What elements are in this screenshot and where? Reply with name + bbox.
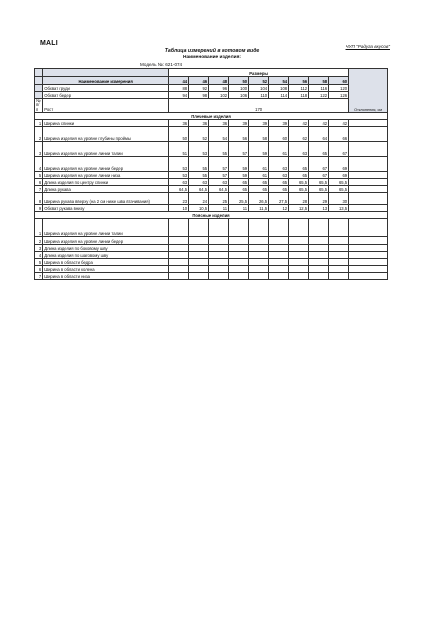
measure-value: 69 xyxy=(329,172,349,179)
measure-value: 11,5 xyxy=(249,205,269,212)
empty-value-cell xyxy=(229,219,249,237)
section-title-shoulder: Плечевые изделия xyxy=(35,113,388,120)
measure-value: 65,5 xyxy=(289,186,309,193)
shoulder-row xyxy=(35,179,388,186)
measure-value: 39 xyxy=(249,120,269,127)
measure-value: 102 xyxy=(209,92,229,99)
measure-value: 55 xyxy=(209,142,229,157)
measure-value: 25 xyxy=(209,193,229,205)
measure-value: 42 xyxy=(309,120,329,127)
row-number: 6 xyxy=(35,266,43,273)
np-label: № п/п xyxy=(35,99,43,113)
row-number: 2 xyxy=(35,237,43,245)
size-header-cell: 54 xyxy=(269,77,289,85)
row-number: 4 xyxy=(35,157,43,172)
header-blank xyxy=(43,69,169,77)
empty-value-cell xyxy=(249,237,269,245)
measure-label: Ширина спинки xyxy=(43,120,169,127)
measure-value: 29 xyxy=(309,193,329,205)
deviation-cell xyxy=(349,259,388,266)
measure-value: 94 xyxy=(169,92,189,99)
height-row xyxy=(35,99,388,113)
empty-value-cell xyxy=(309,266,329,273)
measure-label: Ширина изделия на уровне линии бедер xyxy=(43,237,169,245)
empty-value-cell xyxy=(269,252,289,259)
measure-value: 65,5 xyxy=(329,186,349,193)
empty-value-cell xyxy=(169,245,189,252)
measure-value: 59 xyxy=(229,157,249,172)
deviation-cell xyxy=(349,205,388,212)
measure-value: 65 xyxy=(269,186,289,193)
measure-value: 11 xyxy=(209,205,229,212)
measure-value: 39 xyxy=(229,120,249,127)
measure-label: Обхват бедер xyxy=(43,92,169,99)
deviation-cell xyxy=(349,179,388,186)
body-measure-row xyxy=(35,85,388,92)
document-title: Таблица измерений в готовом виде xyxy=(164,48,260,54)
sizes-header-row xyxy=(35,69,388,77)
measure-value: 65 xyxy=(249,186,269,193)
measure-value: 50 xyxy=(169,127,189,142)
measure-value: 122 xyxy=(309,92,329,99)
empty-value-cell xyxy=(249,219,269,237)
measure-value: 65,5 xyxy=(289,179,309,186)
measure-value: 63 xyxy=(169,179,189,186)
measure-value: 110 xyxy=(249,92,269,99)
empty-value-cell xyxy=(329,219,349,237)
measure-value: 65,5 xyxy=(309,179,329,186)
empty-value-cell xyxy=(169,237,189,245)
empty-value-cell xyxy=(269,237,289,245)
measure-label: Обхват рукава внизу xyxy=(43,205,169,212)
deviation-cell xyxy=(349,142,388,157)
measure-value: 100 xyxy=(229,85,249,92)
size-numbers-row xyxy=(35,77,388,85)
section-title-waist: Поясные изделия xyxy=(35,212,388,219)
empty-value-cell xyxy=(329,259,349,266)
empty-value-cell xyxy=(269,259,289,266)
measure-value: 51 xyxy=(169,142,189,157)
empty-cell xyxy=(35,92,43,99)
measure-value: 13,5 xyxy=(329,205,349,212)
empty-value-cell xyxy=(269,219,289,237)
measure-value: 66 xyxy=(329,127,349,142)
measure-value: 108 xyxy=(269,85,289,92)
row-number: 5 xyxy=(35,172,43,179)
measure-value: 63 xyxy=(269,157,289,172)
empty-value-cell xyxy=(309,259,329,266)
measurements-table xyxy=(34,68,388,280)
empty-value-cell xyxy=(169,266,189,273)
row-number: 6 xyxy=(35,179,43,186)
measure-value: 64,5 xyxy=(209,186,229,193)
measure-value: 62 xyxy=(289,127,309,142)
measure-value: 98 xyxy=(189,92,209,99)
shoulder-row xyxy=(35,127,388,142)
measure-value: 59 xyxy=(229,172,249,179)
row-number: 3 xyxy=(35,142,43,157)
measure-value: 13 xyxy=(309,205,329,212)
empty-value-cell xyxy=(249,273,269,280)
shoulder-row xyxy=(35,120,388,127)
shoulder-row xyxy=(35,186,388,193)
size-header-cell: 52 xyxy=(249,77,269,85)
empty-value-cell xyxy=(189,259,209,266)
measure-value: 65 xyxy=(229,186,249,193)
deviation-cell xyxy=(349,186,388,193)
deviation-header: Отклонения, см xyxy=(349,69,388,113)
measure-value: 65 xyxy=(249,179,269,186)
measure-value: 61 xyxy=(249,157,269,172)
row-number: 1 xyxy=(35,219,43,237)
empty-value-cell xyxy=(309,245,329,252)
measure-value: 63 xyxy=(289,142,309,157)
empty-value-cell xyxy=(229,245,249,252)
measure-value: 25,5 xyxy=(229,193,249,205)
size-header-cell: 60 xyxy=(329,77,349,85)
empty-value-cell xyxy=(209,259,229,266)
empty-value-cell xyxy=(169,259,189,266)
measure-value: 63 xyxy=(269,172,289,179)
measure-value: 63 xyxy=(209,179,229,186)
company-name: ЧУП "Радуга вкусов" xyxy=(345,44,390,49)
waist-row xyxy=(35,219,388,237)
measure-value: 53 xyxy=(189,142,209,157)
empty-value-cell xyxy=(229,266,249,273)
measure-value: 64,5 xyxy=(189,186,209,193)
measure-value: 65 xyxy=(229,179,249,186)
measure-value: 10,5 xyxy=(189,205,209,212)
measure-value: 65,5 xyxy=(329,179,349,186)
section-row xyxy=(35,212,388,219)
size-header-cell: 56 xyxy=(289,77,309,85)
row-number: 5 xyxy=(35,259,43,266)
empty-value-cell xyxy=(209,245,229,252)
empty-value-cell xyxy=(289,259,309,266)
empty-value-cell xyxy=(289,252,309,259)
measure-value: 65 xyxy=(269,179,289,186)
measure-value: 65 xyxy=(289,172,309,179)
measure-label: Длина рукава xyxy=(43,186,169,193)
measure-value: 116 xyxy=(309,85,329,92)
deviation-cell xyxy=(349,219,388,237)
measure-value: 64 xyxy=(309,127,329,142)
measure-label: Обхват груди xyxy=(43,85,169,92)
measure-value: 55 xyxy=(189,157,209,172)
empty-value-cell xyxy=(329,237,349,245)
empty-value-cell xyxy=(329,273,349,280)
empty-value-cell xyxy=(289,245,309,252)
measure-value: 126 xyxy=(329,92,349,99)
empty-value-cell xyxy=(229,259,249,266)
deviation-cell xyxy=(349,237,388,245)
size-header-cell: 48 xyxy=(209,77,229,85)
deviation-cell xyxy=(349,172,388,179)
empty-value-cell xyxy=(249,259,269,266)
waist-row xyxy=(35,245,388,252)
measure-value: 53 xyxy=(169,157,189,172)
measure-label: Длина изделия по шаговому шву xyxy=(43,252,169,259)
measure-value: 104 xyxy=(249,85,269,92)
size-header-cell: 44 xyxy=(169,77,189,85)
empty-value-cell xyxy=(169,252,189,259)
measure-value: 67 xyxy=(309,172,329,179)
measure-value: 65 xyxy=(289,157,309,172)
empty-value-cell xyxy=(249,245,269,252)
measure-label: Ширина изделия на уровне линии бедер xyxy=(43,157,169,172)
measure-value: 120 xyxy=(329,85,349,92)
measure-value: 12,5 xyxy=(289,205,309,212)
empty-value-cell xyxy=(189,237,209,245)
row-number: 9 xyxy=(35,205,43,212)
empty-value-cell xyxy=(289,266,309,273)
empty-value-cell xyxy=(209,237,229,245)
empty-value-cell xyxy=(189,252,209,259)
measure-value: 30 xyxy=(329,193,349,205)
measure-value: 63 xyxy=(189,179,209,186)
measure-value: 10 xyxy=(169,205,189,212)
row-number: 7 xyxy=(35,273,43,280)
row-number: 3 xyxy=(35,245,43,252)
measure-label: Ширина в области колена xyxy=(43,266,169,273)
deviation-cell xyxy=(349,127,388,142)
empty-value-cell xyxy=(229,273,249,280)
measure-value: 88 xyxy=(169,85,189,92)
shoulder-row xyxy=(35,157,388,172)
empty-value-cell xyxy=(269,245,289,252)
shoulder-row xyxy=(35,205,388,212)
measure-value: 23 xyxy=(169,193,189,205)
measure-value: 114 xyxy=(269,92,289,99)
measure-value: 60 xyxy=(269,127,289,142)
measure-value: 61 xyxy=(249,172,269,179)
measure-label: Ширина рукава вверху (на 2 см ниже шва втачивания) xyxy=(43,193,169,205)
measure-label: Ширина изделия на уровне глубины проймы xyxy=(43,127,169,142)
measure-value: 96 xyxy=(209,85,229,92)
measure-value: 36 xyxy=(209,120,229,127)
empty-value-cell xyxy=(249,252,269,259)
measure-label: Ширина в области низа xyxy=(43,273,169,280)
empty-value-cell xyxy=(189,273,209,280)
empty-value-cell xyxy=(229,252,249,259)
empty-value-cell xyxy=(269,266,289,273)
measure-value: 11 xyxy=(229,205,249,212)
empty-value-cell xyxy=(269,273,289,280)
measure-value: 67 xyxy=(309,157,329,172)
size-header-cell: 58 xyxy=(309,77,329,85)
sizes-label: Размеры xyxy=(169,69,349,77)
size-header-cell: 50 xyxy=(229,77,249,85)
empty-value-cell xyxy=(209,252,229,259)
empty-value-cell xyxy=(289,237,309,245)
deviation-cell xyxy=(349,252,388,259)
deviation-cell xyxy=(349,157,388,172)
empty-value-cell xyxy=(289,273,309,280)
waist-row xyxy=(35,266,388,273)
measure-value: 39 xyxy=(269,120,289,127)
empty-value-cell xyxy=(229,237,249,245)
empty-value-cell xyxy=(329,252,349,259)
empty-value-cell xyxy=(309,273,329,280)
measure-value: 59 xyxy=(249,142,269,157)
empty-value-cell xyxy=(309,219,329,237)
body-measure-row xyxy=(35,92,388,99)
measure-label: Длина изделия по центру спинки xyxy=(43,179,169,186)
measure-value: 26,5 xyxy=(249,193,269,205)
measure-value: 69 xyxy=(329,157,349,172)
measure-label: Ширина в области бедра xyxy=(43,259,169,266)
measure-value: 42 xyxy=(329,120,349,127)
measurement-name-header: Наименование измерения xyxy=(43,77,169,85)
measure-label: Ширина изделия на уровне линии талии xyxy=(43,219,169,237)
waist-row xyxy=(35,259,388,266)
measure-value: 53 xyxy=(169,172,189,179)
row-number: 4 xyxy=(35,252,43,259)
measure-value: 65 xyxy=(309,142,329,157)
shoulder-row xyxy=(35,193,388,205)
height-label: Рост xyxy=(43,99,169,113)
empty-value-cell xyxy=(209,266,229,273)
measure-value: 54 xyxy=(209,127,229,142)
empty-value-cell xyxy=(249,266,269,273)
row-number: 2 xyxy=(35,127,43,142)
empty-value-cell xyxy=(289,219,309,237)
measure-label: Ширина изделия на уровне линии талии xyxy=(43,142,169,157)
measure-value: 118 xyxy=(289,92,309,99)
row-number: 8 xyxy=(35,193,43,205)
empty-value-cell xyxy=(209,273,229,280)
measure-value: 61 xyxy=(269,142,289,157)
measure-value: 28 xyxy=(289,193,309,205)
product-name-label: Наименование изделия: xyxy=(183,55,241,60)
waist-row xyxy=(35,273,388,280)
shoulder-row xyxy=(35,172,388,179)
empty-value-cell xyxy=(329,245,349,252)
measure-value: 64,5 xyxy=(169,186,189,193)
measure-value: 92 xyxy=(189,85,209,92)
deviation-cell xyxy=(349,245,388,252)
empty-value-cell xyxy=(169,273,189,280)
measure-value: 42 xyxy=(289,120,309,127)
waist-row xyxy=(35,252,388,259)
section-row xyxy=(35,113,388,120)
measure-value: 36 xyxy=(169,120,189,127)
measure-value: 65,5 xyxy=(309,186,329,193)
header-corner xyxy=(35,69,43,77)
waist-row xyxy=(35,237,388,245)
empty-value-cell xyxy=(169,219,189,237)
deviation-cell xyxy=(349,266,388,273)
measure-value: 57 xyxy=(209,172,229,179)
deviation-cell xyxy=(349,273,388,280)
row-number: 7 xyxy=(35,186,43,193)
empty-value-cell xyxy=(309,237,329,245)
shoulder-row xyxy=(35,142,388,157)
empty-value-cell xyxy=(189,219,209,237)
measure-value: 67 xyxy=(329,142,349,157)
measure-value: 58 xyxy=(249,127,269,142)
measure-value: 12 xyxy=(269,205,289,212)
measure-label: Длина изделия по боковому шву xyxy=(43,245,169,252)
brand-logo-text: MALI xyxy=(40,40,58,47)
measure-value: 55 xyxy=(189,172,209,179)
empty-value-cell xyxy=(189,245,209,252)
measure-value: 52 xyxy=(189,127,209,142)
measure-value: 106 xyxy=(229,92,249,99)
measure-value: 27,5 xyxy=(269,193,289,205)
height-value: 170 xyxy=(169,99,349,113)
measure-value: 57 xyxy=(209,157,229,172)
measure-value: 112 xyxy=(289,85,309,92)
measure-value: 36 xyxy=(189,120,209,127)
empty-value-cell xyxy=(309,252,329,259)
measure-value: 24 xyxy=(189,193,209,205)
model-number: Модель №: 621-074 xyxy=(140,62,183,67)
empty-value-cell xyxy=(209,219,229,237)
measure-value: 56 xyxy=(229,127,249,142)
row-number: 1 xyxy=(35,120,43,127)
deviation-cell xyxy=(349,120,388,127)
measure-value: 57 xyxy=(229,142,249,157)
deviation-cell xyxy=(349,193,388,205)
empty-value-cell xyxy=(189,266,209,273)
empty-cell xyxy=(35,85,43,92)
size-header-cell: 46 xyxy=(189,77,209,85)
measure-label: Ширина изделия на уровне линии низа xyxy=(43,172,169,179)
empty-value-cell xyxy=(329,266,349,273)
